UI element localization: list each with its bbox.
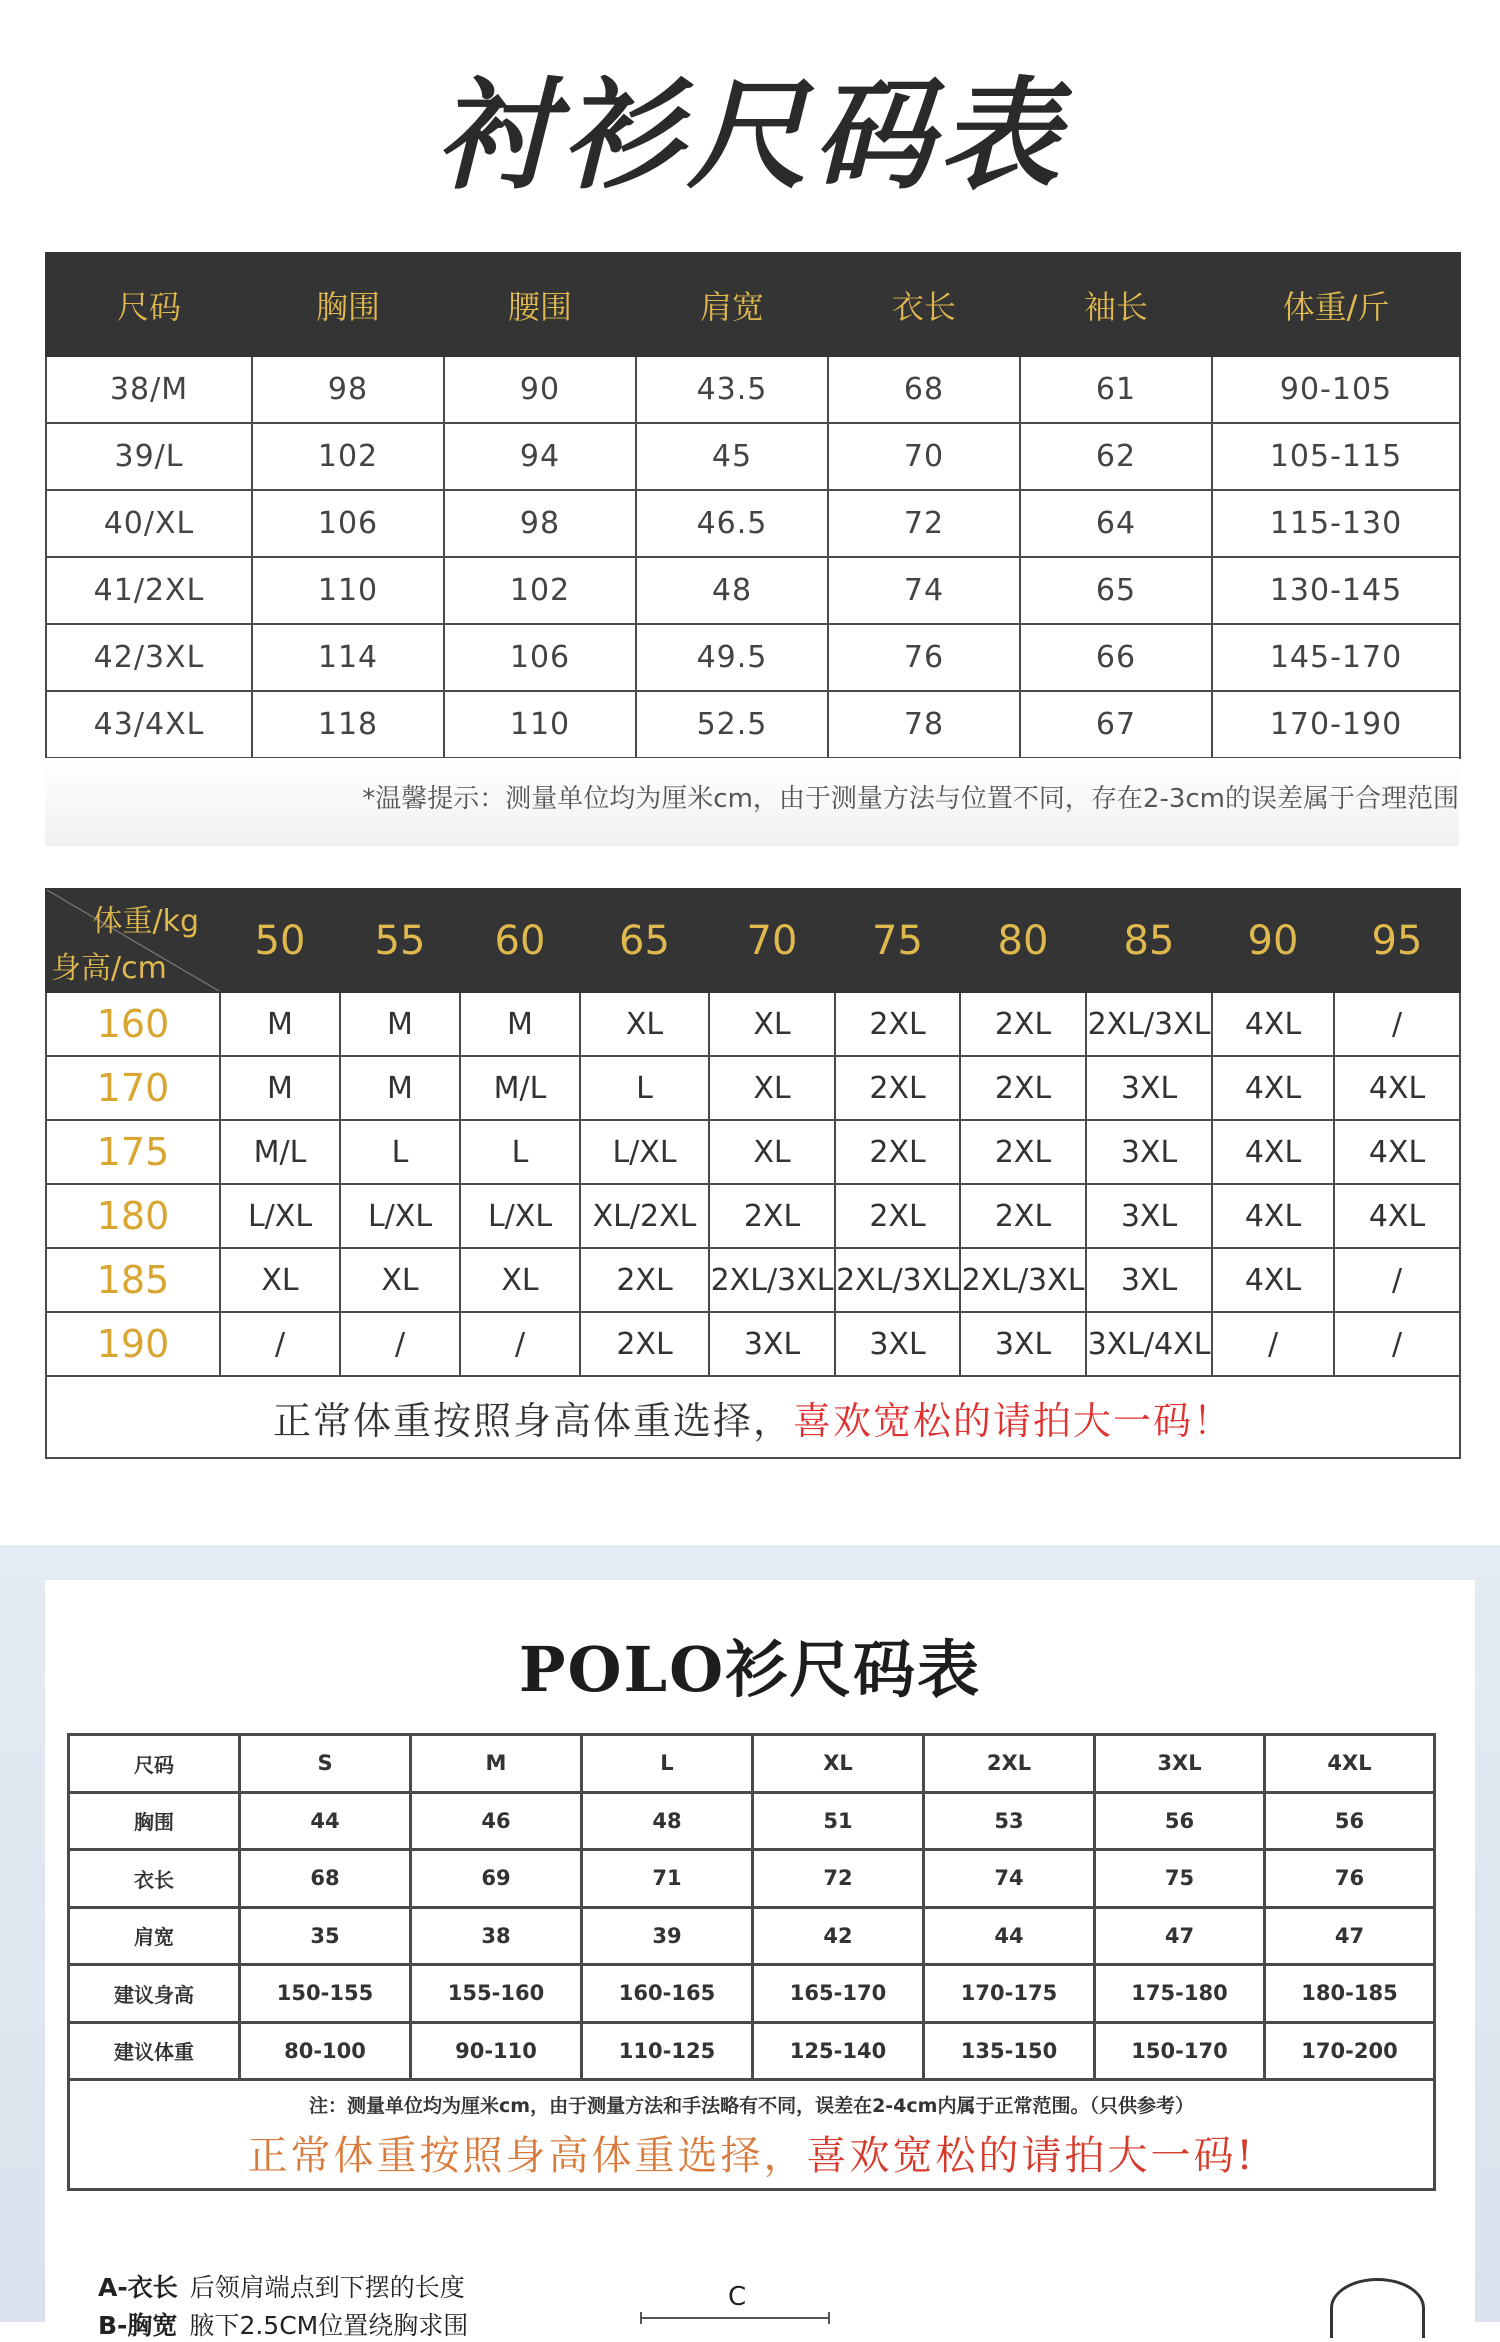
weight-height-table-container bbox=[45, 888, 1459, 1459]
polo-table-cell: 39 bbox=[582, 1907, 753, 1965]
size-recommendation-cell: XL bbox=[460, 1248, 580, 1312]
weight-height-footer bbox=[46, 1376, 1460, 1458]
shirt-table-cell: 106 bbox=[444, 624, 636, 691]
garment-collar-sketch bbox=[1330, 2278, 1425, 2338]
size-recommendation-cell: 3XL/4XL bbox=[1086, 1312, 1212, 1376]
size-recommendation-cell: / bbox=[1334, 992, 1460, 1056]
size-recommendation-cell: M/L bbox=[460, 1056, 580, 1120]
size-recommendation-cell: 2XL bbox=[835, 1120, 960, 1184]
diagram-label-c: C bbox=[728, 2282, 747, 2312]
shirt-table-cell: 130-145 bbox=[1212, 557, 1460, 624]
polo-table-cell: 90-110 bbox=[411, 2022, 582, 2080]
weight-col-header: 75 bbox=[835, 889, 960, 992]
shirt-table-cell: 90-105 bbox=[1212, 356, 1460, 423]
size-recommendation-cell: 2XL/3XL bbox=[835, 1248, 960, 1312]
polo-row-label: 建议体重 bbox=[69, 2022, 240, 2080]
weight-axis-label: 体重/kg bbox=[92, 904, 199, 939]
polo-table-cell: 47 bbox=[1095, 1907, 1265, 1965]
weight-height-row bbox=[46, 1312, 1460, 1376]
weight-col-header: 80 bbox=[960, 889, 1086, 992]
polo-table-row bbox=[69, 1965, 1435, 2023]
polo-table-cell: 72 bbox=[753, 1850, 924, 1908]
height-axis-label: 身高/cm bbox=[51, 951, 167, 986]
size-recommendation-cell: 2XL bbox=[960, 1120, 1086, 1184]
polo-table-row bbox=[69, 1907, 1435, 1965]
size-recommendation-cell: M bbox=[460, 992, 580, 1056]
size-recommendation-cell: L/XL bbox=[340, 1184, 460, 1248]
size-recommendation-cell: 2XL bbox=[580, 1248, 709, 1312]
shirt-table-cell: 72 bbox=[828, 490, 1020, 557]
height-row-header: 185 bbox=[46, 1248, 220, 1312]
polo-table-cell: 135-150 bbox=[924, 2022, 1095, 2080]
size-recommendation-cell: M bbox=[340, 1056, 460, 1120]
height-row-header: 160 bbox=[46, 992, 220, 1056]
measurement-a-label: A-衣长 bbox=[98, 2273, 178, 2302]
shirt-table-cell: 52.5 bbox=[636, 691, 828, 758]
height-row-header: 190 bbox=[46, 1312, 220, 1376]
size-recommendation-cell: 2XL/3XL bbox=[1086, 992, 1212, 1056]
size-recommendation-cell: / bbox=[1334, 1312, 1460, 1376]
shirt-table-cell: 68 bbox=[828, 356, 1020, 423]
size-recommendation-cell: 2XL bbox=[960, 1184, 1086, 1248]
polo-table-row bbox=[69, 2022, 1435, 2080]
shirt-table-cell: 41/2XL bbox=[46, 557, 252, 624]
polo-table-cell: 74 bbox=[924, 1850, 1095, 1908]
shirt-table-cell: 114 bbox=[252, 624, 444, 691]
shirt-col-header: 体重/斤 bbox=[1212, 253, 1460, 356]
polo-table-cell: 35 bbox=[240, 1907, 411, 1965]
shirt-table-cell: 110 bbox=[252, 557, 444, 624]
shirt-table-cell: 110 bbox=[444, 691, 636, 758]
shirt-col-header: 袖长 bbox=[1020, 253, 1212, 356]
shirt-size-table-container bbox=[45, 252, 1459, 759]
shirt-table-cell: 170-190 bbox=[1212, 691, 1460, 758]
shirt-table-cell: 105-115 bbox=[1212, 423, 1460, 490]
size-recommendation-cell: XL bbox=[580, 992, 709, 1056]
shirt-table-cell: 115-130 bbox=[1212, 490, 1460, 557]
polo-table-row bbox=[69, 1792, 1435, 1850]
weight-height-row bbox=[46, 1184, 1460, 1248]
weight-height-row bbox=[46, 1248, 1460, 1312]
polo-title: POLO衫尺码表 bbox=[518, 1633, 982, 1706]
polo-size-table-container bbox=[67, 1733, 1433, 2191]
polo-table-cell: 170-175 bbox=[924, 1965, 1095, 2023]
polo-measurement-note: 注：测量单位均为厘米cm，由于测量方法和手法略有不同，误差在2-4cm内属于正常范围。（只供参考） bbox=[309, 2095, 1194, 2117]
polo-table-cell: 4XL bbox=[1265, 1735, 1435, 1793]
shirt-col-header: 肩宽 bbox=[636, 253, 828, 356]
polo-table-cell: 42 bbox=[753, 1907, 924, 1965]
polo-table-cell: S bbox=[240, 1735, 411, 1793]
polo-table-cell: M bbox=[411, 1735, 582, 1793]
shirt-table-cell: 49.5 bbox=[636, 624, 828, 691]
polo-table-cell: 53 bbox=[924, 1792, 1095, 1850]
shirt-table-cell: 98 bbox=[252, 356, 444, 423]
shirt-table-cell: 76 bbox=[828, 624, 1020, 691]
polo-tip-normal: 正常体重按照身高体重选择， bbox=[247, 2133, 807, 2179]
shirt-table-cell: 40/XL bbox=[46, 490, 252, 557]
polo-row-label: 衣长 bbox=[69, 1850, 240, 1908]
size-recommendation-cell: 3XL bbox=[835, 1312, 960, 1376]
shirt-table-cell: 39/L bbox=[46, 423, 252, 490]
shirt-col-header: 衣长 bbox=[828, 253, 1020, 356]
size-recommendation-cell: 3XL bbox=[1086, 1184, 1212, 1248]
polo-table-cell: 69 bbox=[411, 1850, 582, 1908]
shirt-table-cell: 67 bbox=[1020, 691, 1212, 758]
polo-tip-red: 喜欢宽松的请拍大一码! bbox=[806, 2133, 1256, 2179]
polo-table-cell: XL bbox=[753, 1735, 924, 1793]
size-recommendation-cell: / bbox=[1212, 1312, 1334, 1376]
polo-table-cell: 150-170 bbox=[1095, 2022, 1265, 2080]
measurement-b-label: B-胸宽 bbox=[98, 2311, 178, 2340]
shirt-table-cell: 61 bbox=[1020, 356, 1212, 423]
polo-table-cell: 56 bbox=[1095, 1792, 1265, 1850]
measurement-b-desc: 腋下2.5CM位置绕胸求围 bbox=[189, 2311, 469, 2340]
weight-height-footer-row bbox=[46, 1376, 1460, 1458]
page-title: 衬衫尺码表 bbox=[435, 67, 1065, 206]
polo-row-label: 尺码 bbox=[69, 1735, 240, 1793]
size-recommendation-cell: / bbox=[1334, 1248, 1460, 1312]
diagram-dimension-line bbox=[640, 2312, 830, 2324]
shirt-table-cell: 118 bbox=[252, 691, 444, 758]
height-row-header: 180 bbox=[46, 1184, 220, 1248]
shirt-table-cell: 43.5 bbox=[636, 356, 828, 423]
size-recommendation-cell: L/XL bbox=[220, 1184, 340, 1248]
polo-table-cell: 71 bbox=[582, 1850, 753, 1908]
size-recommendation-cell: 2XL/3XL bbox=[709, 1248, 835, 1312]
shirt-table-cell: 64 bbox=[1020, 490, 1212, 557]
shirt-table-row bbox=[46, 557, 1460, 624]
shirt-size-table bbox=[45, 252, 1461, 759]
size-recommendation-cell: 2XL bbox=[960, 992, 1086, 1056]
shirt-table-cell: 45 bbox=[636, 423, 828, 490]
weight-col-header: 95 bbox=[1334, 889, 1460, 992]
polo-table-cell: 38 bbox=[411, 1907, 582, 1965]
size-recommendation-cell: M bbox=[340, 992, 460, 1056]
weight-col-header: 55 bbox=[340, 889, 460, 992]
size-recommendation-cell: L/XL bbox=[460, 1184, 580, 1248]
size-recommendation-cell: 3XL bbox=[709, 1312, 835, 1376]
shirt-table-row bbox=[46, 691, 1460, 758]
size-recommendation-cell: 2XL bbox=[835, 992, 960, 1056]
weight-height-row bbox=[46, 1056, 1460, 1120]
polo-table-cell: 110-125 bbox=[582, 2022, 753, 2080]
size-recommendation-cell: XL bbox=[220, 1248, 340, 1312]
size-recommendation-cell: M bbox=[220, 1056, 340, 1120]
weight-height-row bbox=[46, 1120, 1460, 1184]
weight-header-row bbox=[46, 889, 1460, 992]
size-recommendation-cell: XL bbox=[709, 1120, 835, 1184]
size-recommendation-cell: XL bbox=[709, 992, 835, 1056]
height-row-header: 175 bbox=[46, 1120, 220, 1184]
footer-normal-text: 正常体重按照身高体重选择， bbox=[272, 1398, 793, 1443]
size-recommendation-cell: 4XL bbox=[1212, 1248, 1334, 1312]
shirt-col-header: 胸围 bbox=[252, 253, 444, 356]
measurement-b bbox=[98, 2306, 468, 2342]
size-recommendation-cell: M bbox=[220, 992, 340, 1056]
shirt-table-cell: 74 bbox=[828, 557, 1020, 624]
measurement-a bbox=[98, 2268, 465, 2304]
polo-row-label: 建议身高 bbox=[69, 1965, 240, 2023]
shirt-table-cell: 46.5 bbox=[636, 490, 828, 557]
size-recommendation-cell: 4XL bbox=[1212, 992, 1334, 1056]
shirt-measurement-note: *温馨提示：测量单位均为厘米cm，由于测量方法与位置不同，存在2-3cm的误差属于合理范围 bbox=[45, 758, 1459, 846]
shirt-table-cell: 70 bbox=[828, 423, 1020, 490]
size-recommendation-cell: XL bbox=[340, 1248, 460, 1312]
polo-table-cell: 2XL bbox=[924, 1735, 1095, 1793]
size-recommendation-cell: 3XL bbox=[960, 1312, 1086, 1376]
polo-table-cell: 150-155 bbox=[240, 1965, 411, 2023]
shirt-table-cell: 48 bbox=[636, 557, 828, 624]
shirt-table-row bbox=[46, 624, 1460, 691]
shirt-table-row bbox=[46, 490, 1460, 557]
weight-col-header: 70 bbox=[709, 889, 835, 992]
polo-table-cell: 3XL bbox=[1095, 1735, 1265, 1793]
polo-table-cell: 175-180 bbox=[1095, 1965, 1265, 2023]
polo-tip bbox=[70, 2124, 1433, 2181]
polo-table-row bbox=[69, 1735, 1435, 1793]
size-recommendation-cell: 2XL bbox=[835, 1056, 960, 1120]
size-recommendation-cell: 4XL bbox=[1334, 1184, 1460, 1248]
polo-table-cell: 46 bbox=[411, 1792, 582, 1850]
polo-table-cell: 51 bbox=[753, 1792, 924, 1850]
shirt-table-cell: 102 bbox=[252, 423, 444, 490]
size-recommendation-cell: / bbox=[220, 1312, 340, 1376]
measurement-a-desc: 后领肩端点到下摆的长度 bbox=[189, 2273, 465, 2302]
polo-table-cell: 125-140 bbox=[753, 2022, 924, 2080]
size-recommendation-cell: 3XL bbox=[1086, 1248, 1212, 1312]
shirt-table-row bbox=[46, 356, 1460, 423]
polo-table-cell: 44 bbox=[240, 1792, 411, 1850]
size-recommendation-cell: 4XL bbox=[1212, 1120, 1334, 1184]
shirt-table-body bbox=[46, 356, 1460, 758]
size-recommendation-cell: 2XL bbox=[960, 1056, 1086, 1120]
size-recommendation-cell: / bbox=[460, 1312, 580, 1376]
table-corner-cell bbox=[46, 889, 220, 992]
size-recommendation-cell: 4XL bbox=[1212, 1184, 1334, 1248]
shirt-col-header: 腰围 bbox=[444, 253, 636, 356]
size-recommendation-cell: M/L bbox=[220, 1120, 340, 1184]
polo-table-cell: 47 bbox=[1265, 1907, 1435, 1965]
polo-table-row bbox=[69, 1850, 1435, 1908]
polo-table-cell: L bbox=[582, 1735, 753, 1793]
polo-table-cell: 56 bbox=[1265, 1792, 1435, 1850]
size-recommendation-cell: 4XL bbox=[1334, 1120, 1460, 1184]
footer-red-text: 喜欢宽松的请拍大一码！ bbox=[793, 1398, 1234, 1443]
size-recommendation-cell: 2XL bbox=[580, 1312, 709, 1376]
shirt-table-cell: 62 bbox=[1020, 423, 1212, 490]
size-recommendation-cell: XL/2XL bbox=[580, 1184, 709, 1248]
weight-col-header: 50 bbox=[220, 889, 340, 992]
weight-col-header: 85 bbox=[1086, 889, 1212, 992]
polo-size-table bbox=[67, 1733, 1436, 2191]
shirt-table-cell: 38/M bbox=[46, 356, 252, 423]
shirt-col-header: 尺码 bbox=[46, 253, 252, 356]
shirt-table-cell: 65 bbox=[1020, 557, 1212, 624]
shirt-table-cell: 98 bbox=[444, 490, 636, 557]
polo-table-cell: 155-160 bbox=[411, 1965, 582, 2023]
polo-note-row bbox=[69, 2080, 1435, 2190]
weight-height-table bbox=[45, 888, 1461, 1459]
shirt-table-cell: 102 bbox=[444, 557, 636, 624]
weight-height-row bbox=[46, 992, 1460, 1056]
shirt-table-cell: 90 bbox=[444, 356, 636, 423]
size-recommendation-cell: L/XL bbox=[580, 1120, 709, 1184]
polo-row-label: 胸围 bbox=[69, 1792, 240, 1850]
shirt-table-cell: 66 bbox=[1020, 624, 1212, 691]
polo-table-cell: 76 bbox=[1265, 1850, 1435, 1908]
polo-table-body bbox=[69, 1735, 1435, 2080]
shirt-table-cell: 43/4XL bbox=[46, 691, 252, 758]
size-recommendation-cell: L bbox=[580, 1056, 709, 1120]
polo-table-cell: 68 bbox=[240, 1850, 411, 1908]
polo-table-cell: 75 bbox=[1095, 1850, 1265, 1908]
shirt-table-cell: 42/3XL bbox=[46, 624, 252, 691]
weight-col-header: 60 bbox=[460, 889, 580, 992]
weight-col-header: 65 bbox=[580, 889, 709, 992]
size-recommendation-cell: L bbox=[340, 1120, 460, 1184]
size-recommendation-cell: 2XL bbox=[709, 1184, 835, 1248]
height-row-header: 170 bbox=[46, 1056, 220, 1120]
size-recommendation-cell: XL bbox=[709, 1056, 835, 1120]
shirt-table-row bbox=[46, 423, 1460, 490]
size-recommendation-cell: 2XL bbox=[835, 1184, 960, 1248]
polo-table-cell: 170-200 bbox=[1265, 2022, 1435, 2080]
polo-table-cell: 180-185 bbox=[1265, 1965, 1435, 2023]
shirt-table-cell: 145-170 bbox=[1212, 624, 1460, 691]
shirt-table-cell: 94 bbox=[444, 423, 636, 490]
shirt-header-row bbox=[46, 253, 1460, 356]
polo-table-cell: 48 bbox=[582, 1792, 753, 1850]
weight-col-header: 90 bbox=[1212, 889, 1334, 992]
shirt-table-cell: 78 bbox=[828, 691, 1020, 758]
size-recommendation-cell: 4XL bbox=[1212, 1056, 1334, 1120]
size-recommendation-cell: L bbox=[460, 1120, 580, 1184]
size-recommendation-cell: / bbox=[340, 1312, 460, 1376]
size-recommendation-cell: 2XL/3XL bbox=[960, 1248, 1086, 1312]
shirt-table-cell: 106 bbox=[252, 490, 444, 557]
size-recommendation-cell: 3XL bbox=[1086, 1056, 1212, 1120]
polo-row-label: 肩宽 bbox=[69, 1907, 240, 1965]
polo-note-cell bbox=[69, 2080, 1435, 2190]
polo-table-cell: 160-165 bbox=[582, 1965, 753, 2023]
polo-table-cell: 165-170 bbox=[753, 1965, 924, 2023]
polo-table-cell: 80-100 bbox=[240, 2022, 411, 2080]
polo-table-cell: 44 bbox=[924, 1907, 1095, 1965]
size-recommendation-cell: 3XL bbox=[1086, 1120, 1212, 1184]
size-recommendation-cell: 4XL bbox=[1334, 1056, 1460, 1120]
weight-height-table-body bbox=[46, 992, 1460, 1376]
